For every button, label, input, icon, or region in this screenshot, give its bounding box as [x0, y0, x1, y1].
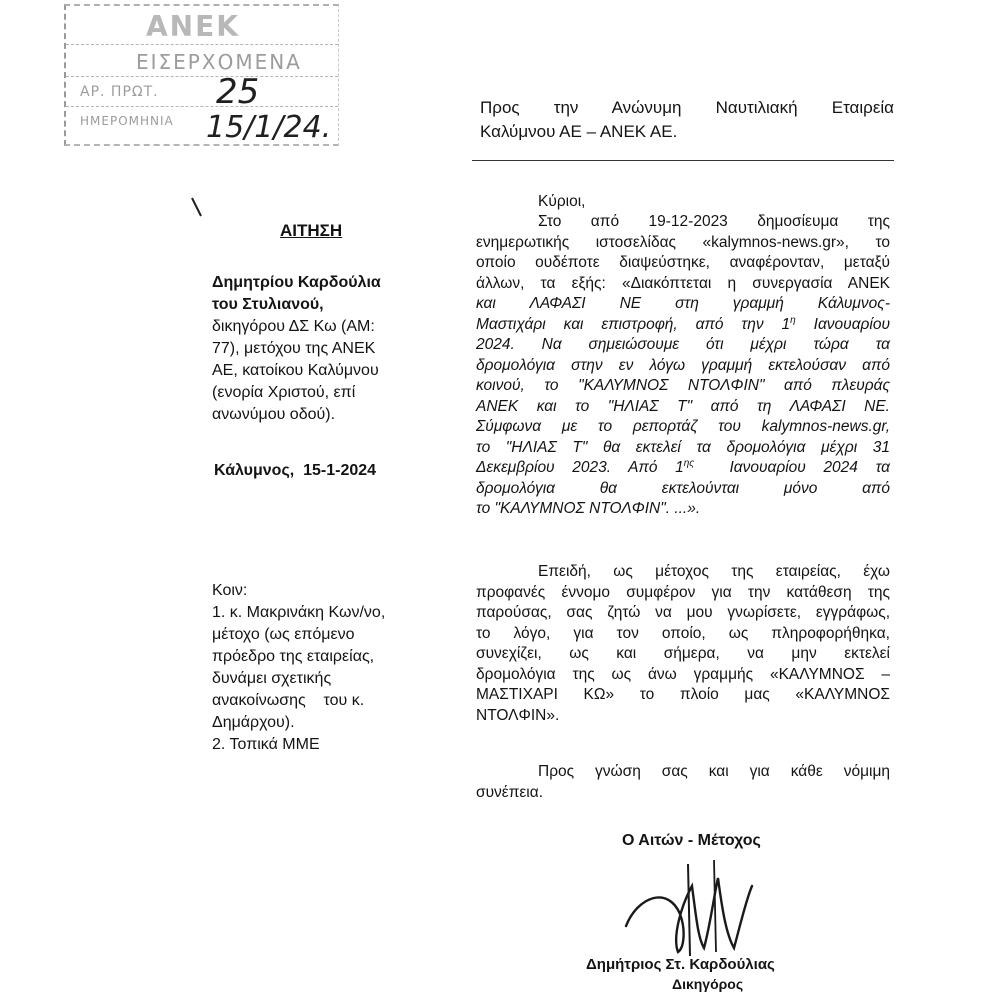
sender-line: δικηγόρου ΔΣ Κω (ΑΜ:: [212, 318, 375, 335]
p1-line: άλλων, τα εξής: «Διακόπτεται η συνεργασία ΑΝΕΚ: [476, 274, 890, 292]
cc-line: Δημάρχου).: [212, 714, 295, 731]
stamp-date-value: 15/1/24.: [206, 110, 332, 145]
recipient-block: [480, 96, 894, 144]
cc-line: δυνάμει σχετικής: [212, 670, 332, 687]
stamp-incoming-label: ΕΙΣΕΡΧΟΜΕΝΑ: [136, 50, 302, 74]
recipient-line-1: Προς την Ανώνυμη Ναυτιλιακή Εταιρεία: [480, 98, 894, 117]
sender-line: (ενορία Χριστού, επί: [212, 384, 356, 401]
paragraph-3: [476, 762, 890, 803]
p1-line: 2024. Να σημειώσουμε ότι μέχρι τώρα τα: [476, 336, 890, 353]
signatory-role: Δικηγόρος: [672, 976, 744, 992]
stamp-number-label: ΑΡ. ΠΡΩΤ.: [80, 84, 159, 100]
p1-line: Μαστιχάρι και επιστροφή, από την $1^\eta$ Ιανουαρίου: [476, 314, 890, 333]
p3-line: Προς γνώση σας και για κάθε νόμιμη: [538, 763, 890, 780]
p1-line: το "ΚΑΛΥΜΝΟΣ ΝΤΟΛΦΙΝ". ...».: [476, 500, 701, 517]
p1-line: το "ΗΛΙΑΣ Τ" θα εκτελεί τα δρομολόγια μέχρι 31: [476, 438, 890, 456]
paragraph-1: [476, 212, 890, 520]
sender-block: [212, 272, 412, 426]
cc-block: [212, 580, 422, 756]
p2-line: το λόγο, για τον οποίο, ως πληροφορήθηκα,: [476, 624, 890, 642]
sender-line: 77), μετόχου της ΑΝΕΚ: [212, 340, 376, 357]
p2-line: ΜΑΣΤΙΧΑΡΙ ΚΩ» το πλοίο μας «ΚΑΛΥΜΝΟΣ: [476, 686, 890, 703]
stamp-number-value: 25: [216, 72, 260, 112]
handwritten-signature-icon: [618, 856, 788, 968]
sender-line: ανωνύμου οδού).: [212, 406, 336, 423]
paragraph-2: [476, 562, 890, 726]
cc-line: 1. κ. Μακρινάκη Κων/νο,: [212, 604, 386, 621]
p1-line: δρομολόγια θα εκτελούνται μόνο από: [476, 479, 890, 497]
cc-label: Κοιν:: [212, 582, 248, 599]
cc-line: μέτοχο (ως επόμενο: [212, 626, 355, 643]
p1-line: οποίο ουδέποτε διαψεύστηκε, αναφέρονταν, μεταξύ: [476, 254, 890, 271]
pen-mark-icon: [190, 196, 204, 220]
cc-line: ανακοίνωσης του κ.: [212, 692, 365, 709]
cc-line: 2. Τοπικά ΜΜΕ: [212, 736, 320, 753]
signature-title: Ο Αιτών - Μέτοχος: [622, 832, 761, 849]
sender-line: ΑΕ, κατοίκου Καλύμνου: [212, 362, 379, 379]
recipient-line-2: Καλύμνου ΑΕ – ΑΝΕΚ ΑΕ.: [480, 122, 678, 141]
p2-line: παρούσας, σας ζητώ να μου γνωρίσετε, εγγράφως,: [476, 604, 890, 621]
p2-line: προφανές έννομο συμφέρον για την κατάθεση της: [476, 583, 890, 601]
stamp-date-label: ΗΜΕΡΟΜΗΝΙΑ: [80, 114, 174, 128]
p2-line: ΝΤΟΛΦΙΝ».: [476, 706, 560, 724]
cc-line: πρόεδρο της εταιρείας,: [212, 648, 375, 665]
p1-line: Στο από 19-12-2023 δημοσίευμα της: [538, 213, 890, 230]
p2-line: συνεχίζει, ως και σήμερα, να μην εκτελεί: [476, 645, 890, 662]
sender-line: του Στυλιανού,: [212, 296, 324, 313]
recipient-divider: [472, 160, 894, 161]
p1-line: Δεκεμβρίου 2023. Από $1^{\eta\varsigma}$ Ιανουαρίου 2024 τα: [476, 457, 890, 476]
p1-line: και ΛΑΦΑΣΙ ΝΕ στη γραμμή Κάλυμνος-: [476, 295, 890, 312]
place-date: Κάλυμνος, 15-1-2024: [214, 462, 377, 479]
document-title: ΑΙΤΗΣΗ: [280, 221, 343, 240]
p1-line: Σύμφωνα με το ρεπορτάζ του kalymnos-news.gr,: [476, 418, 890, 435]
receipt-stamp: [64, 4, 339, 146]
sender-line: Δημητρίου Καρδούλια: [212, 274, 381, 291]
p1-line: κοινού, το "ΚΑΛΥΜΝΟΣ ΝΤΟΛΦΙΝ" από πλευράς: [476, 377, 890, 394]
p2-line: δρομολόγια της ως άνω γραμμής «ΚΑΛΥΜΝΟΣ –: [476, 665, 890, 683]
p1-line: ΑΝΕΚ και το "ΗΛΙΑΣ Τ" από τη ΛΑΦΑΣΙ ΝΕ.: [476, 397, 890, 415]
p1-line: ενημερωτικής ιστοσελίδας «kalymnos-news.gr», το: [476, 233, 890, 251]
p2-line: Επειδή, ως μέτοχος της εταιρείας, έχω: [538, 563, 890, 580]
signatory-name: Δημήτριος Στ. Καρδούλιας: [586, 956, 775, 973]
p1-line: δρομολόγια στην εν λόγω γραμμή εκτελούσαν από: [476, 356, 890, 374]
salutation: Κύριοι,: [538, 193, 586, 210]
p3-line: συνέπεια.: [476, 783, 544, 801]
stamp-logo: ΑΝΕΚ: [146, 10, 240, 43]
